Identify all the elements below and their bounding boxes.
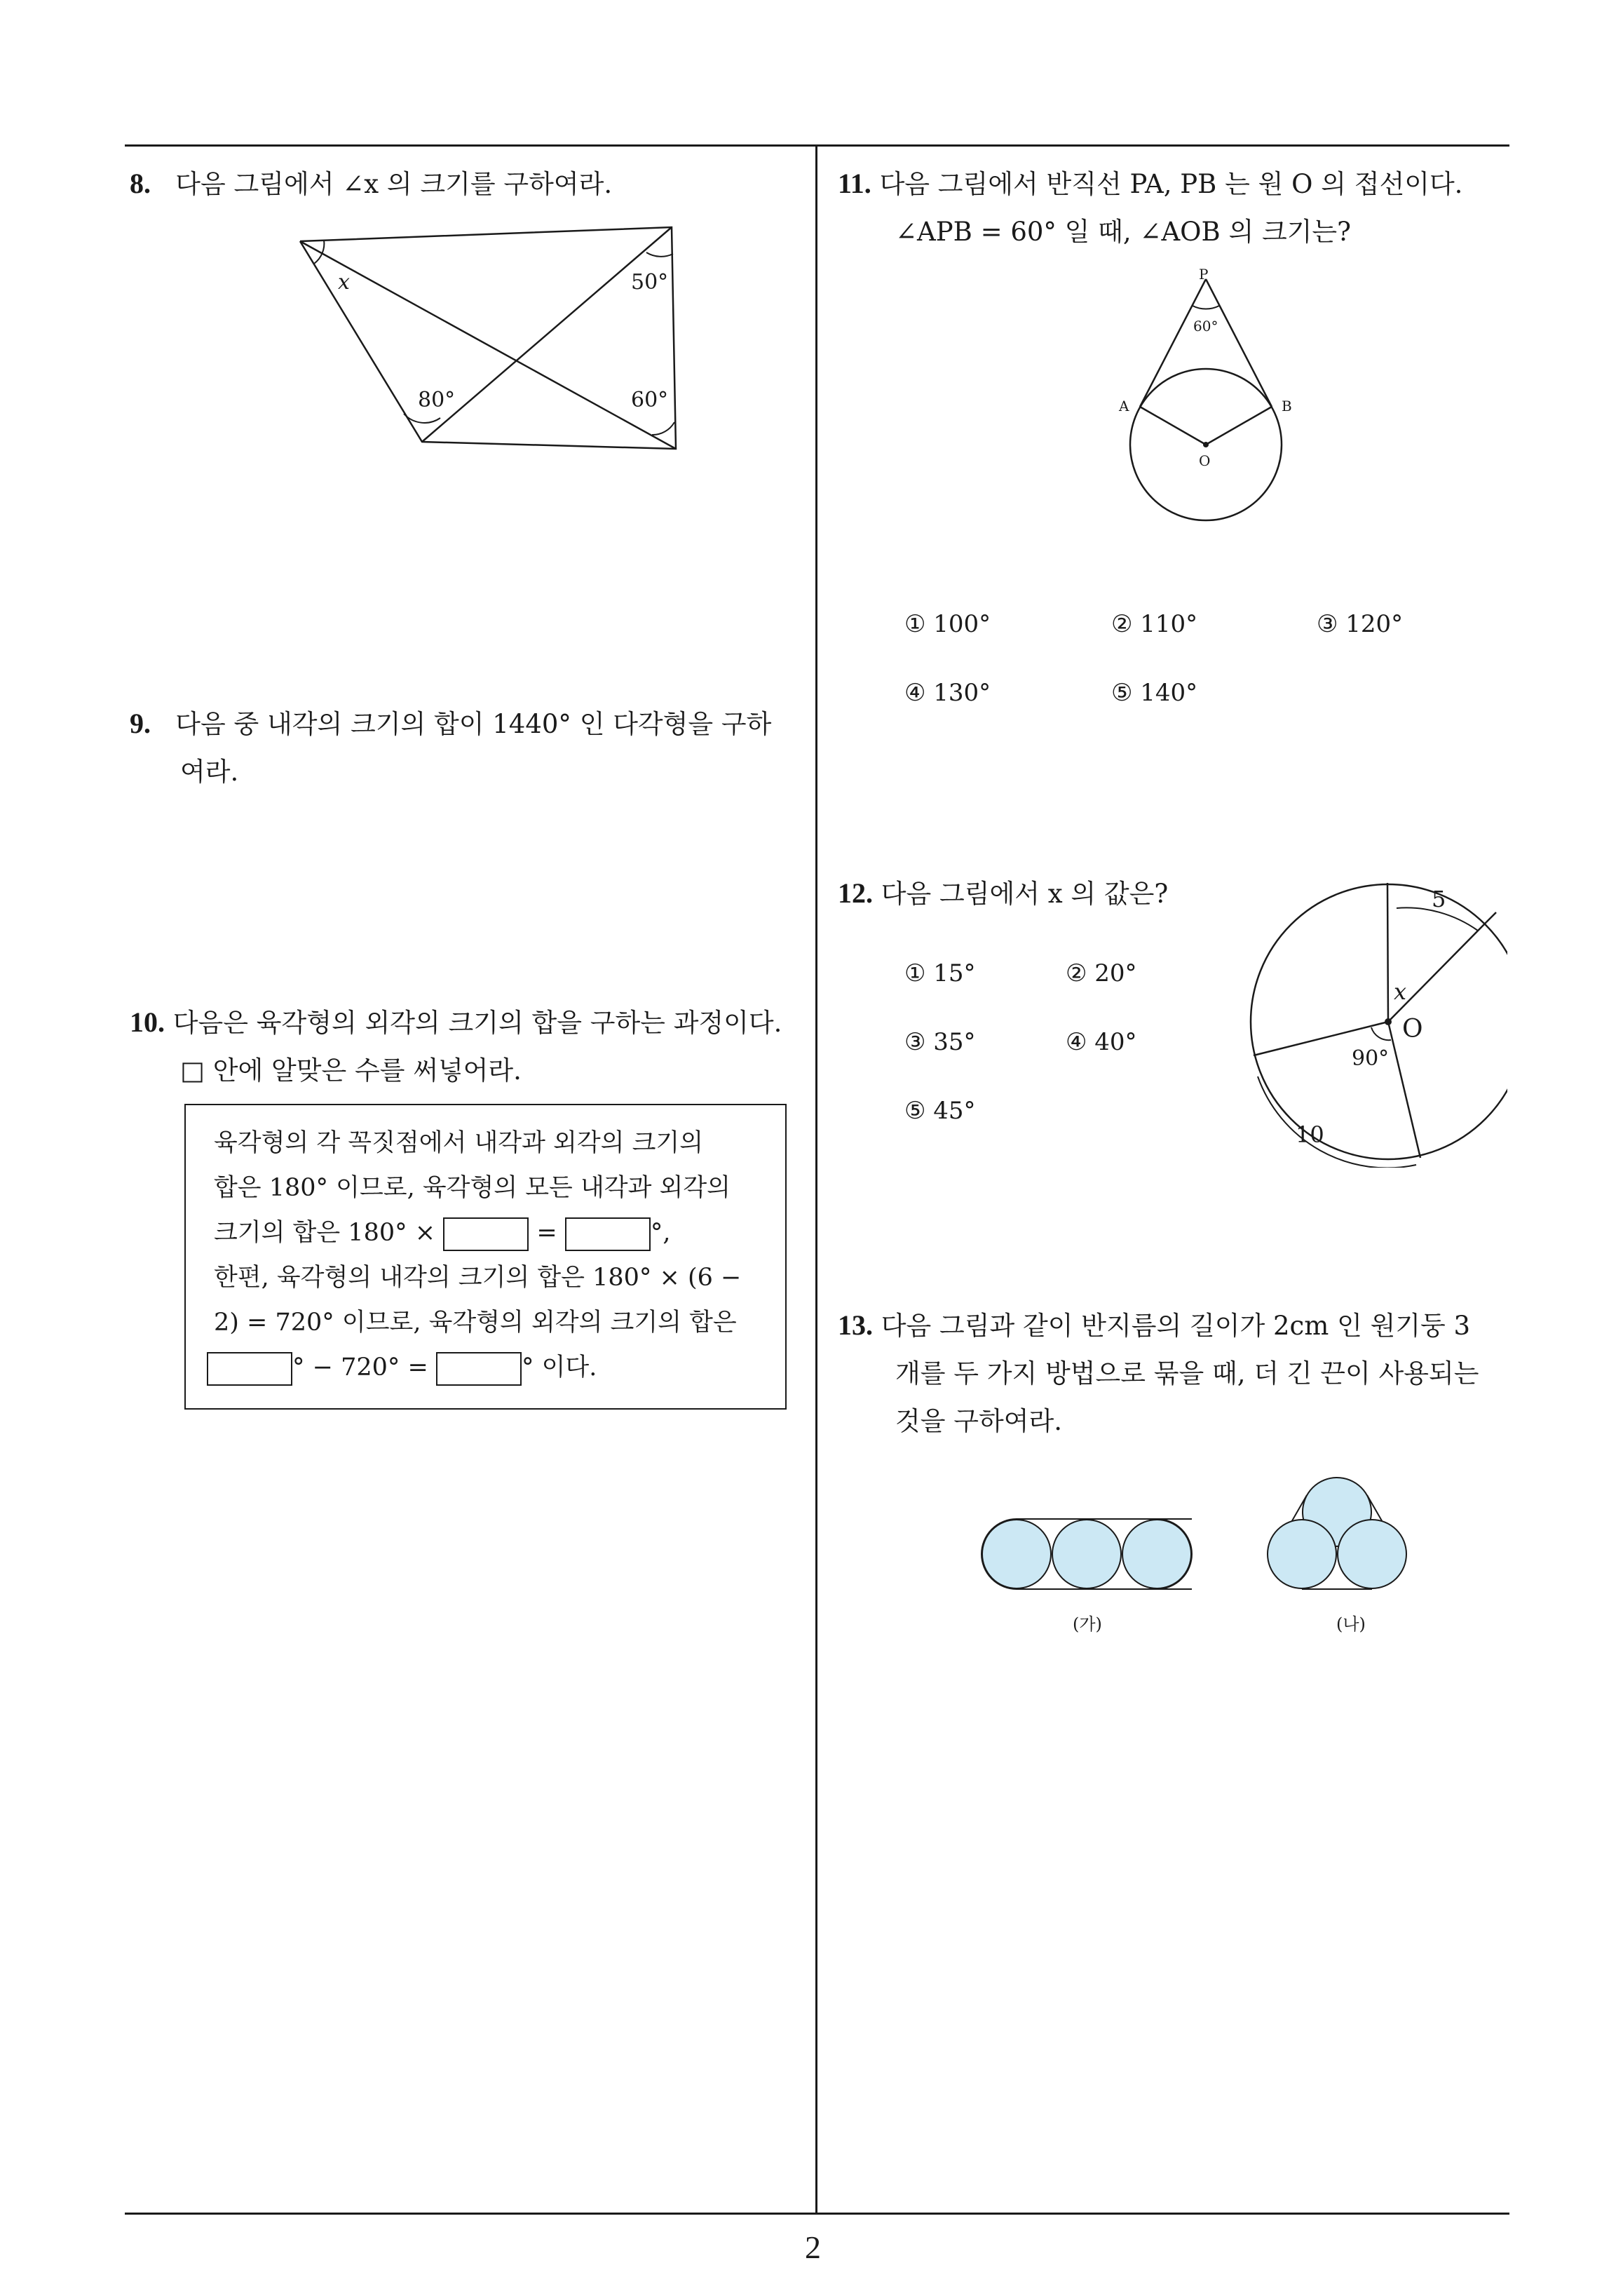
q11-choice-2[interactable]: ② 110° [1111, 610, 1198, 638]
label-o: O [1402, 1015, 1423, 1044]
radius-ob [1206, 407, 1272, 445]
q13-figure [975, 1452, 1465, 1648]
page-number: 2 [805, 2229, 821, 2265]
center-dot [1203, 442, 1209, 447]
question-number: 11. [838, 168, 871, 199]
question-text-line-2: □ 안에 알맞은 수를 써넣어라. [180, 1055, 522, 1086]
angle-arc [1193, 306, 1219, 309]
box-line-6 [207, 1345, 741, 1390]
box-text: °, [650, 1219, 671, 1247]
box-text: = [536, 1219, 557, 1247]
cylinder-circle [1052, 1520, 1121, 1588]
arc-length-mark-10 [1258, 1076, 1416, 1168]
cylinder-circle [1122, 1520, 1191, 1588]
box-line-1: 육각형의 각 꼭짓점에서 내각과 외각의 크기의 [214, 1129, 704, 1157]
label-p: P [1199, 266, 1209, 283]
cylinder-circle [1338, 1520, 1406, 1588]
angle-label-50: 50° [631, 270, 669, 295]
question-text-line-3: 것을 구하여라. [895, 1406, 1062, 1436]
question-text-line-1: 다음 중 내각의 크기의 합이 1440° 인 다각형을 구하 [175, 709, 772, 739]
column-divider [815, 144, 817, 2213]
question-text-line-1: 다음은 육각형의 외각의 크기의 합을 구하는 과정이다. [172, 1008, 782, 1038]
question-text-line-1: 다음 그림과 같이 반지름의 길이가 2cm 인 원기둥 3 [881, 1311, 1471, 1341]
q12-choice-5[interactable]: ⑤ 45° [904, 1097, 976, 1125]
question-text-line-1: 다음 그림에서 반직선 PA, PB 는 원 O 의 접선이다. [879, 169, 1463, 199]
label-10: 10 [1296, 1121, 1324, 1148]
box-text: 크기의 합은 180° × [214, 1219, 436, 1247]
angle-arc [652, 422, 674, 435]
cylinder-circle [982, 1520, 1051, 1588]
label-90: 90° [1352, 1046, 1390, 1071]
cylinder-circle [1268, 1520, 1336, 1588]
q12-choice-3[interactable]: ③ 35° [904, 1028, 976, 1056]
answer-blank-3[interactable] [207, 1352, 292, 1386]
label-b: B [1282, 398, 1292, 414]
question-text-line-2: 여라. [180, 757, 239, 787]
q10-process-box [184, 1104, 787, 1410]
question-number: 10. [130, 1006, 165, 1038]
angle-arc [646, 252, 673, 257]
angle-label-x: x [338, 270, 350, 295]
angle-arc [1371, 1027, 1391, 1040]
q11-choice-4[interactable]: ④ 130° [904, 679, 991, 707]
label-na: (나) [1336, 1614, 1366, 1634]
radius-oa [1140, 407, 1206, 445]
tangent-pb [1206, 279, 1272, 407]
question-number: 9. [130, 708, 151, 739]
question-text-line-2: 개를 두 가지 방법으로 묶을 때, 더 긴 끈이 사용되는 [895, 1358, 1479, 1389]
radius-extension [1486, 912, 1496, 922]
q11-figure [1094, 266, 1325, 533]
answer-blank-1[interactable] [443, 1217, 529, 1251]
angle-label-80: 80° [418, 388, 456, 412]
q11-choice-3[interactable]: ③ 120° [1317, 610, 1404, 638]
question-13 [838, 1302, 1479, 1445]
question-10 [130, 999, 782, 1095]
q12-figure [1248, 880, 1507, 1168]
tangent-pa [1140, 279, 1206, 407]
bottom-rule [125, 2213, 1509, 2215]
angle-label-60: 60° [631, 388, 669, 412]
box-line-4: 한편, 육각형의 내각의 크기의 합은 180° × (6 − [214, 1264, 742, 1292]
question-9 [130, 700, 771, 796]
circle-o [1251, 884, 1507, 1159]
box-line-3 [214, 1210, 741, 1255]
q8-triangles [300, 227, 676, 449]
question-text: 다음 그림에서 ∠x 의 크기를 구하여라. [175, 169, 613, 199]
q12-choice-1[interactable]: ① 15° [904, 959, 976, 987]
bundle-na [1268, 1478, 1406, 1589]
question-text-line-2: ∠APB = 60° 일 때, ∠AOB 의 크기는? [895, 217, 1352, 247]
question-number: 12. [838, 877, 873, 909]
q8-figure [280, 210, 701, 463]
answer-blank-4[interactable] [436, 1352, 522, 1386]
label-ga: (가) [1073, 1614, 1102, 1634]
answer-blank-2[interactable] [565, 1217, 651, 1251]
question-number: 8. [130, 168, 151, 199]
radius-line [1388, 922, 1486, 1022]
q11-choice-5[interactable]: ⑤ 140° [1111, 679, 1198, 707]
label-x: x [1394, 978, 1407, 1005]
question-8 [130, 160, 612, 208]
radius-line [1387, 883, 1388, 1022]
box-line-5: 2) = 720° 이므로, 육각형의 외각의 크기의 합은 [214, 1309, 737, 1337]
label-60: 60° [1193, 318, 1218, 335]
question-number: 13. [838, 1309, 873, 1341]
bundle-ga [982, 1519, 1192, 1589]
question-11 [838, 160, 1462, 256]
box-text: ° 이다. [521, 1353, 597, 1382]
question-12 [838, 870, 1168, 918]
label-a: A [1119, 398, 1129, 414]
box-line-2: 합은 180° 이므로, 육각형의 모든 내각과 외각의 [214, 1174, 731, 1202]
q12-choice-4[interactable]: ④ 40° [1066, 1028, 1137, 1056]
label-5: 5 [1432, 886, 1446, 912]
label-o: O [1199, 452, 1211, 469]
box-text: ° − 720° = [292, 1353, 428, 1382]
question-text: 다음 그림에서 x 의 값은? [881, 879, 1169, 909]
q11-choice-1[interactable]: ① 100° [904, 610, 991, 638]
center-dot [1385, 1018, 1392, 1025]
q12-choice-2[interactable]: ② 20° [1066, 959, 1137, 987]
q8-bowtie [300, 227, 676, 449]
